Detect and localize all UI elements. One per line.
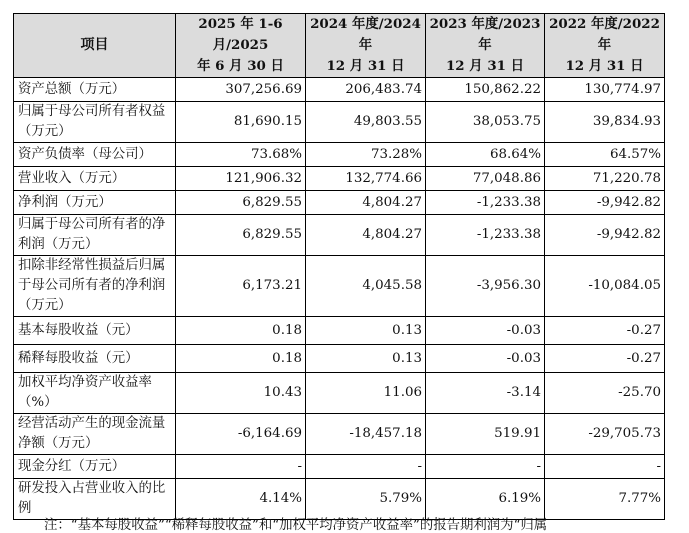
cell-value: 39,834.93 [545,102,665,143]
cell-value: 4,804.27 [306,215,426,256]
cell-value: 0.18 [176,345,306,373]
table-row [14,317,665,345]
cell-value: -29,705.73 [545,414,665,455]
cell-value: 7.77% [545,479,665,520]
cell-value: - [306,455,426,479]
table-row [14,143,665,167]
cell-value: 5.79% [306,479,426,520]
header-text-line: 2022 年度/2022 年 [549,16,660,53]
cell-value: 71,220.78 [545,167,665,191]
cell-value: -9,942.82 [545,191,665,215]
cell-value: 0.18 [176,317,306,345]
cell-value: -3.14 [426,373,545,414]
cell-value: -9,942.82 [545,215,665,256]
cell-value: 77,048.86 [426,167,545,191]
cell-value: 0.13 [306,345,426,373]
cell-value: 6,829.55 [176,191,306,215]
cell-value: 64.57% [545,143,665,167]
row-label: 营业收入（万元） [14,167,176,191]
cell-value: -0.27 [545,317,665,345]
row-label: 基本每股收益（元） [14,317,176,345]
cell-value: 130,774.97 [545,78,665,102]
row-label: 资产总额（万元） [14,78,176,102]
cell-value: -0.03 [426,345,545,373]
cell-value: 0.13 [306,317,426,345]
cell-value: 73.28% [306,143,426,167]
cell-value: 121,906.32 [176,167,306,191]
header-text-line: 年 6 月 30 日 [197,58,284,74]
cell-value: 150,862.22 [426,78,545,102]
header-text-line: 2024 年度/2024 年 [310,16,421,53]
cell-value: 49,803.55 [306,102,426,143]
table-row [14,345,665,373]
cell-value: -10,084.05 [545,256,665,317]
table-row [14,167,665,191]
cell-value: -1,233.38 [426,191,545,215]
cell-value: 4,045.58 [306,256,426,317]
header-period-4 [545,14,665,78]
header-text-line: 12 月 31 日 [445,58,525,74]
cell-value: 6.19% [426,479,545,520]
table-row [14,191,665,215]
cell-value: -25.70 [545,373,665,414]
row-label: 经营活动产生的现金流量净额（万元） [14,414,176,455]
row-label: 现金分红（万元） [14,455,176,479]
table-header-row [14,14,665,78]
header-text-line: 2023 年度/2023 年 [429,16,541,53]
header-period-3 [426,14,545,78]
row-label: 研发投入占营业收入的比例 [14,479,176,520]
cell-value: 307,256.69 [176,78,306,102]
cell-value: -1,233.38 [426,215,545,256]
row-label: 净利润（万元） [14,191,176,215]
cell-value: -0.03 [426,317,545,345]
row-label: 加权平均净资产收益率（%） [14,373,176,414]
cell-value: - [545,455,665,479]
cell-value: 81,690.15 [176,102,306,143]
header-text-line: 2025 年 1-6 月/2025 [198,16,283,53]
cell-value: -3,956.30 [426,256,545,317]
table-row [14,414,665,455]
cell-value: 6,173.21 [176,256,306,317]
cell-value: 68.64% [426,143,545,167]
cell-value: 519.91 [426,414,545,455]
table-row [14,373,665,414]
cell-value: -0.27 [545,345,665,373]
cell-value: -6,164.69 [176,414,306,455]
cell-value: 6,829.55 [176,215,306,256]
table-row [14,102,665,143]
cell-value: 73.68% [176,143,306,167]
table-row [14,215,665,256]
row-label: 资产负债率（母公司） [14,143,176,167]
row-label: 归属于母公司所有者权益（万元） [14,102,176,143]
header-text-line: 12 月 31 日 [326,58,405,74]
header-period-1 [176,14,306,78]
header-text-line: 12 月 31 日 [565,58,644,74]
cell-value: 10.43 [176,373,306,414]
cell-value: 206,483.74 [306,78,426,102]
header-item [14,14,176,78]
table-footnote: 注：“基本每股收益”“稀释每股收益”和“加权平均净资产收益率”的报告期利润为“归属 [44,518,548,533]
cell-value: - [176,455,306,479]
cell-value: 11.06 [306,373,426,414]
header-period-2 [306,14,426,78]
table-row [14,455,665,479]
cell-value: -18,457.18 [306,414,426,455]
cell-value: 132,774.66 [306,167,426,191]
cell-value: 38,053.75 [426,102,545,143]
cell-value: 4,804.27 [306,191,426,215]
row-label: 扣除非经常性损益后归属于母公司所有者的净利润（万元） [14,256,176,317]
table-row [14,256,665,317]
cell-value: - [426,455,545,479]
header-text-line: 项目 [80,37,109,53]
row-label: 稀释每股收益（元） [14,345,176,373]
table-row [14,78,665,102]
financial-indicators-table [13,13,665,520]
row-label: 归属于母公司所有者的净利润（万元） [14,215,176,256]
cell-value: 4.14% [176,479,306,520]
